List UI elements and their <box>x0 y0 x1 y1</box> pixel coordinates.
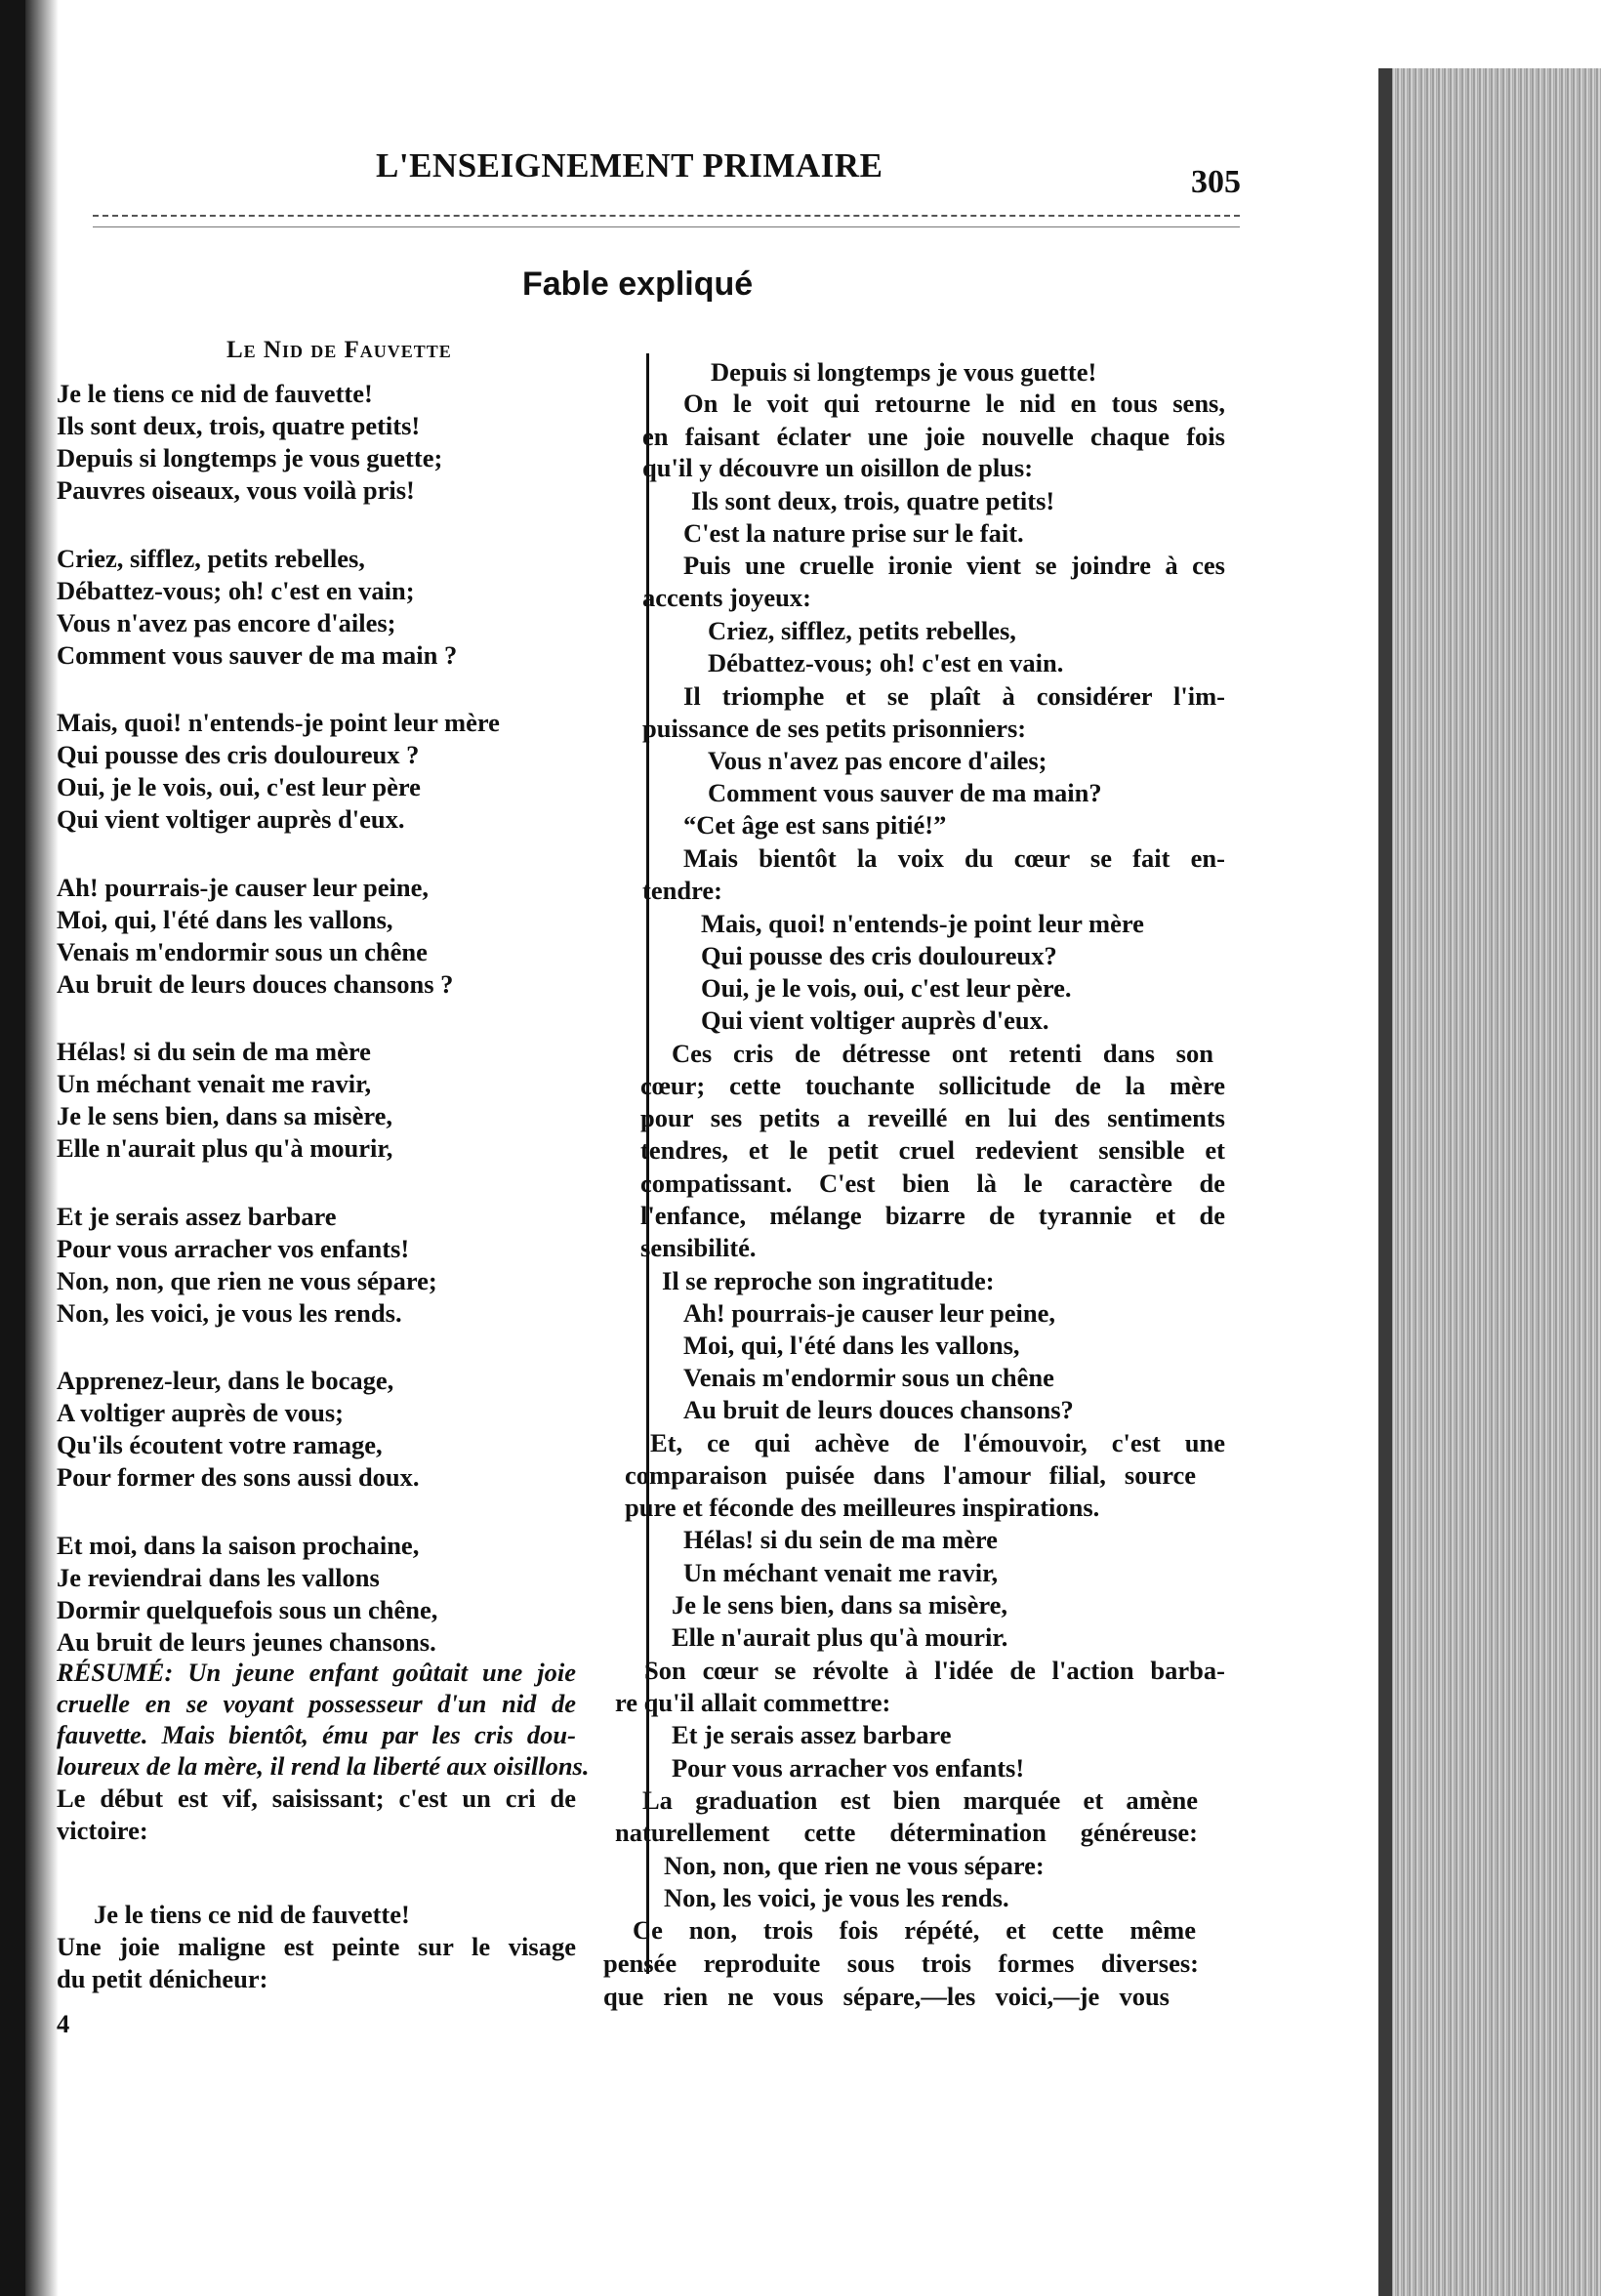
right_column-text-line: Ah! pourrais-je causer leur peine, <box>683 1298 1056 1328</box>
left_column-text-line: Apprenez-leur, dans le bocage, <box>57 1366 394 1395</box>
right_column-text-line: Comment vous sauver de ma main? <box>708 778 1102 807</box>
right_column-text-line: en faisant éclater une joie nouvelle chaque fois <box>642 422 1225 451</box>
running-head: L'ENSEIGNEMENT PRIMAIRE <box>376 146 883 184</box>
left_column-text-line: Oui, je le vois, oui, c'est leur père <box>57 772 421 801</box>
left_column-text-line: Pour vous arracher vos enfants! <box>57 1234 410 1263</box>
left_column-text-line: victoire: <box>57 1816 148 1845</box>
right_column-text-line: pour ses petits a reveillé en lui des sentiments <box>640 1103 1225 1132</box>
right_column-text-line: Son cœur se révolte à l'idée de l'action barba- <box>644 1656 1225 1685</box>
left_column-text-line: A voltiger auprès de vous; <box>57 1398 344 1427</box>
right_column-text-line: Ce non, trois fois répété, et cette même <box>633 1915 1196 1945</box>
left_column-text-line: Ah! pourrais-je causer leur peine, <box>57 873 430 902</box>
left_column-text-line: Pour former des sons aussi doux. <box>57 1462 420 1492</box>
right_column-text-line: accents joyeux: <box>642 583 811 612</box>
right_column-text-line: Au bruit de leurs douces chansons? <box>683 1395 1074 1424</box>
header-rule-secondary <box>93 226 1240 227</box>
left_column-text-line: Hélas! si du sein de ma mère <box>57 1037 371 1066</box>
left_column-text-line: Débattez-vous; oh! c'est en vain; <box>57 576 415 605</box>
left_column-text-line: Mais, quoi! n'entends-je point leur mère <box>57 708 500 737</box>
left_column-text-line: Au bruit de leurs douces chansons ? <box>57 969 454 999</box>
left_column-text-line: Venais m'endormir sous un chêne <box>57 937 428 966</box>
right_column-text-line: l'enfance, mélange bizarre de tyrannie et de <box>640 1201 1225 1230</box>
right_column-text-line: Venais m'endormir sous un chêne <box>683 1363 1054 1392</box>
left_column-text-line: Pauvres oiseaux, vous voilà pris! <box>57 475 415 505</box>
right_column-text-line: sensibilité. <box>640 1233 757 1262</box>
right_column-text-line: puissance de ses petits prisonniers: <box>642 714 1027 743</box>
left_column-text-line: Un méchant venait me ravir, <box>57 1069 372 1098</box>
right_column-text-line: compatissant. C'est bien là le caractère de <box>640 1168 1225 1198</box>
right_column-text-line: tendres, et le petit cruel redevient sensible et <box>640 1135 1225 1165</box>
right_column-text-line: La graduation est bien marquée et amène <box>642 1785 1198 1815</box>
right_column-text-line: Oui, je le vois, oui, c'est leur père. <box>701 973 1072 1003</box>
left_column-text-line: Et je serais assez barbare <box>57 1202 337 1231</box>
right_column-text-line: Pour vous arracher vos enfants! <box>672 1753 1025 1783</box>
left_column-text-line: Non, les voici, je vous les rends. <box>57 1298 402 1328</box>
right_column-text-line: Non, les voici, je vous les rends. <box>664 1883 1009 1912</box>
left_column-text-line: Comment vous sauver de ma main ? <box>57 640 458 670</box>
left_column-text-line: Vous n'avez pas encore d'ailes; <box>57 608 396 637</box>
right_column-text-line: Il triomphe et se plaît à considérer l'im- <box>683 681 1225 711</box>
header-rule <box>93 215 1240 217</box>
right_column-text-line: Et, ce qui achève de l'émouvoir, c'est une <box>650 1428 1225 1457</box>
binding-shadow <box>25 0 59 2296</box>
right_column-text-line: Qui pousse des cris douloureux? <box>701 941 1057 970</box>
right_column-text-line: Vous n'avez pas encore d'ailes; <box>708 746 1047 775</box>
right_column-text-line: “Cet âge est sans pitié!” <box>683 810 947 840</box>
left_column-text-line: fauvette. Mais bientôt, ému par les cris dou- <box>57 1720 576 1749</box>
right_column-text-line: cœur; cette touchante sollicitude de la mère <box>640 1071 1225 1100</box>
left_column-text-line: Elle n'aurait plus qu'à mourir, <box>57 1133 393 1163</box>
right_column-text-line: Mais bientôt la voix du cœur se fait en- <box>683 843 1225 873</box>
left_column-text-line: du petit dénicheur: <box>57 1964 268 1993</box>
book-binding <box>0 0 25 2296</box>
left_column-text-line: Criez, sifflez, petits rebelles, <box>57 544 365 573</box>
right_column-text-line: Débattez-vous; oh! c'est en vain. <box>708 648 1064 677</box>
page-number: 305 <box>1191 164 1241 200</box>
right_column-text-line: qu'il y découvre un oisillon de plus: <box>642 453 1034 482</box>
right_column-text-line: re qu'il allait commettre: <box>615 1688 891 1717</box>
right_column-text-line: pure et féconde des meilleures inspirations. <box>625 1493 1100 1522</box>
left_column-text-line: Je reviendrai dans les vallons <box>57 1563 380 1592</box>
right_column-text-line: Ces cris de détresse ont retenti dans son <box>672 1039 1213 1068</box>
right_column-text-line: pensée reproduite sous trois formes diverses: <box>603 1948 1199 1978</box>
left_column-text-line: Je le tiens ce nid de fauvette! <box>94 1900 410 1929</box>
right_column-text-line: Non, non, que rien ne vous sépare: <box>664 1851 1045 1880</box>
left_column-text-line: Moi, qui, l'été dans les vallons, <box>57 905 393 934</box>
left_column-text-line: RÉSUMÉ: Un jeune enfant goûtait une joie <box>57 1658 576 1687</box>
right_column-text-line: Criez, sifflez, petits rebelles, <box>708 616 1016 645</box>
right_column-text-line: C'est la nature prise sur le fait. <box>683 518 1024 548</box>
right_column-text-line: On le voit qui retourne le nid en tous sens, <box>683 389 1225 418</box>
left_column-text-line: Qui pousse des cris douloureux ? <box>57 740 420 769</box>
left_column-text-line: Qui vient voltiger auprès d'eux. <box>57 804 405 834</box>
right_column-text-line: comparaison puisée dans l'amour filial, source <box>625 1460 1196 1490</box>
right_column-text-line: Hélas! si du sein de ma mère <box>683 1525 998 1554</box>
right_column-text-line: Elle n'aurait plus qu'à mourir. <box>672 1622 1008 1652</box>
left_column-text-line: Le début est vif, saisissant; c'est un cri de <box>57 1784 576 1813</box>
right_column-text-line: Un méchant venait me ravir, <box>683 1558 999 1587</box>
right_column-text-line: Ils sont deux, trois, quatre petits! <box>691 486 1055 515</box>
right_column-text-line: Je le sens bien, dans sa misère, <box>672 1590 1008 1620</box>
left_column-text-line: Et moi, dans la saison prochaine, <box>57 1531 420 1560</box>
left_column-text-line: Une joie maligne est peinte sur le visage <box>57 1932 576 1961</box>
left_column-text-line: cruelle en se voyant possesseur d'un nid de <box>57 1689 576 1718</box>
right_column-text-line: tendre: <box>642 876 722 905</box>
left_column-text-line: Non, non, que rien ne vous sépare; <box>57 1266 437 1295</box>
page-top-edge <box>1464 0 1601 68</box>
right_column-text-line: Moi, qui, l'été dans les vallons, <box>683 1331 1020 1360</box>
right_column-text-line: Qui vient voltiger auprès d'eux. <box>701 1005 1049 1035</box>
left_column-text-line: 4 <box>57 2009 70 2038</box>
left_column-text-line: Qu'ils écoutent votre ramage, <box>57 1430 383 1459</box>
left_column-text-line: Ils sont deux, trois, quatre petits! <box>57 411 421 440</box>
right_column-text-line: Puis une cruelle ironie vient se joindre à ces <box>683 551 1225 580</box>
right_column-text-line: Mais, quoi! n'entends-je point leur mère <box>701 909 1144 938</box>
page-edges <box>1378 68 1601 2296</box>
left_column-text-line: Je le sens bien, dans sa misère, <box>57 1101 393 1130</box>
left_column-text-line: Au bruit de leurs jeunes chansons. <box>57 1627 436 1657</box>
page-edge-shadow <box>1378 68 1392 2296</box>
right_column-text-line: Et je serais assez barbare <box>672 1720 952 1749</box>
right_column-text-line: Il se reproche son ingratitude: <box>662 1266 995 1295</box>
poem-title: Le Nid de Fauvette <box>226 337 452 363</box>
right_column-text-line: naturellement cette détermination généreuse: <box>615 1818 1198 1847</box>
left_column-text-line: loureux de la mère, il rend la liberté aux oisillons. <box>57 1751 590 1781</box>
right_column-text-line: que rien ne vous sépare,—les voici,—je vous <box>603 1982 1170 2011</box>
left_column-text-line: Depuis si longtemps je vous guette; <box>57 443 443 472</box>
right_column-text-line: Depuis si longtemps je vous guette! <box>711 357 1097 387</box>
left_column-text-line: Je le tiens ce nid de fauvette! <box>57 379 373 408</box>
section-title: Fable expliqué <box>522 266 754 303</box>
left_column-text-line: Dormir quelquefois sous un chêne, <box>57 1595 438 1624</box>
